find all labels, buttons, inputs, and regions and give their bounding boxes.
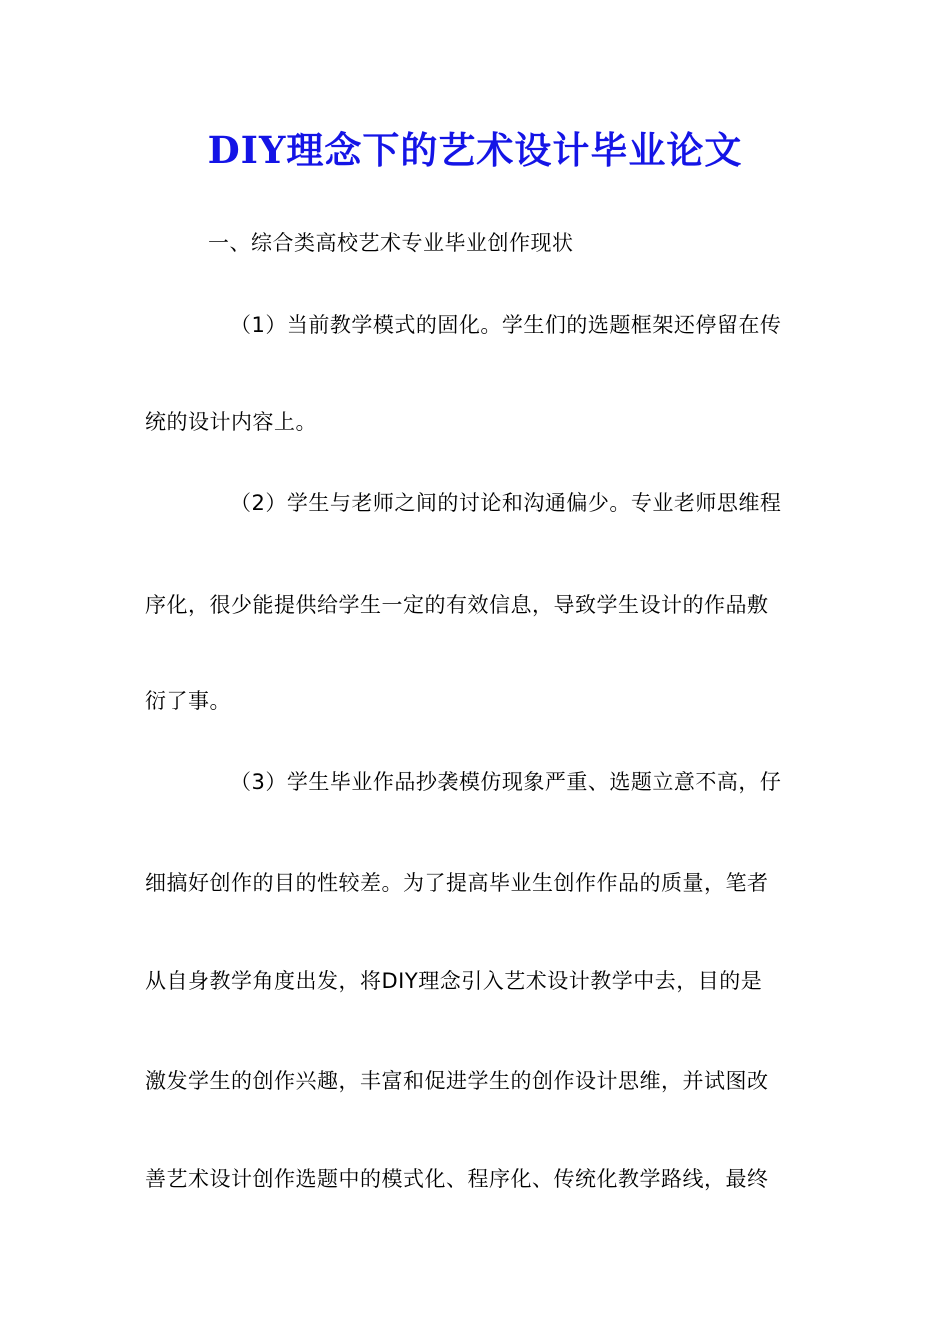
paragraph-line: （1）当前教学模式的固化。学生们的选题框架还停留在传 bbox=[230, 313, 782, 337]
paragraph-line: （2）学生与老师之间的讨论和沟通偏少。专业老师思维程 bbox=[230, 491, 782, 515]
paragraph-line: 统的设计内容上。 bbox=[145, 410, 317, 434]
section-heading: 一、综合类高校艺术专业毕业创作现状 bbox=[208, 231, 574, 255]
paragraph-line: （3）学生毕业作品抄袭模仿现象严重、选题立意不高，仔 bbox=[230, 770, 782, 794]
paragraph-line: 善艺术设计创作选题中的模式化、程序化、传统化教学路线，最终 bbox=[145, 1167, 769, 1191]
paragraph-line: 从自身教学角度出发，将DIY理念引入艺术设计教学中去，目的是 bbox=[145, 969, 763, 993]
document-title: DIY理念下的艺术设计毕业论文 bbox=[207, 128, 743, 172]
paragraph-line: 衍了事。 bbox=[145, 689, 231, 713]
paragraph-line: 细搞好创作的目的性较差。为了提高毕业生创作作品的质量，笔者 bbox=[145, 871, 769, 895]
paragraph-line: 序化，很少能提供给学生一定的有效信息，导致学生设计的作品敷 bbox=[145, 593, 769, 617]
paragraph-line: 激发学生的创作兴趣，丰富和促进学生的创作设计思维，并试图改 bbox=[145, 1069, 769, 1093]
